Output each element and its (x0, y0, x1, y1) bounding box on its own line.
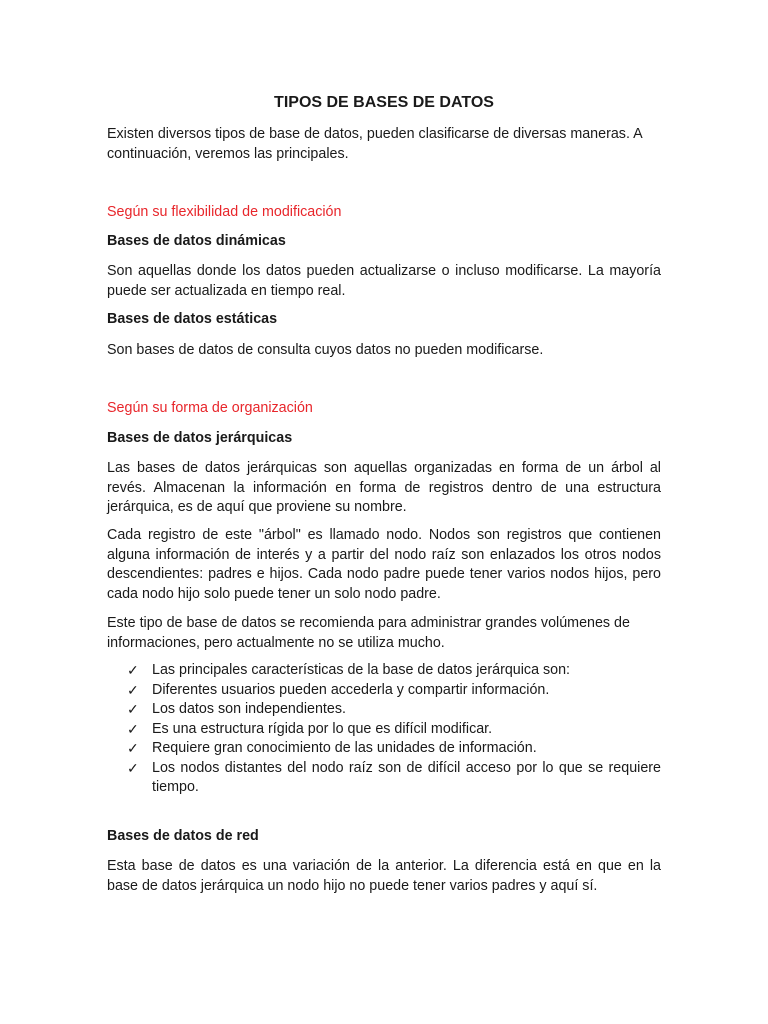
check-icon: ✓ (127, 759, 139, 776)
list-item (127, 759, 661, 798)
list-item-text: Es una estructura rígida por lo que es difícil modificar. (152, 720, 493, 737)
check-icon: ✓ (127, 720, 139, 737)
paragraph-jerarquicas-2: Cada registro de este "árbol" es llamado nodo. Nodos son registros que contienen alguna información de interés y a partir del nodo raíz son enlazados los otros nodos descendientes: padres e hijos. Cada nodo padre puede tener varios nodos hijos, pero cada nodo hijo solo puede tener un solo nodo padre. (107, 527, 661, 602)
list-item-text: Diferentes usuarios pueden accederla y compartir información. (152, 681, 550, 698)
list-item (127, 700, 661, 720)
subheading-red: Bases de datos de red (107, 828, 259, 844)
list-item (127, 661, 661, 681)
check-icon: ✓ (127, 681, 139, 698)
list-item-text: Los nodos distantes del nodo raíz son de difícil acceso por lo que se requiere tiempo. (152, 759, 661, 795)
characteristics-checklist (127, 661, 661, 798)
check-icon: ✓ (127, 701, 139, 717)
paragraph-jerarquicas-1: Las bases de datos jerárquicas son aquellas organizadas en forma de un árbol al revés. Almacenan la información en forma de registros dentro de una estructura jerárquica, es de aquí que proviene su nombre. (107, 460, 661, 515)
paragraph-dinamicas: Son aquellas donde los datos pueden actualizarse o incluso modificarse. La mayoría puede ser actualizada en tiempo real. (107, 263, 661, 299)
list-item (127, 739, 661, 759)
list-item (127, 720, 661, 740)
list-item (127, 681, 661, 701)
check-icon: ✓ (127, 740, 139, 756)
list-item-text: Requiere gran conocimiento de las unidades de información. (152, 740, 537, 756)
section-heading-flexibilidad: Según su flexibilidad de modificación (107, 204, 342, 220)
check-icon: ✓ (127, 662, 139, 678)
intro-paragraph: Existen diversos tipos de base de datos, pueden clasificarse de diversas maneras. A continuación, veremos las principales. (107, 126, 642, 162)
paragraph-jerarquicas-3: Este tipo de base de datos se recomienda para administrar grandes volúmenes de informaciones, pero actualmente no se utiliza mucho. (107, 615, 630, 651)
section-heading-organizacion: Según su forma de organización (107, 400, 313, 416)
paragraph-red: Esta base de datos es una variación de la anterior. La diferencia está en que en la base de datos jerárquica un nodo hijo no puede tener varios padres y aquí sí. (107, 858, 661, 894)
subheading-jerarquicas: Bases de datos jerárquicas (107, 430, 293, 446)
document-title: TIPOS DE BASES DE DATOS (274, 94, 494, 111)
list-item-text: Los datos son independientes. (152, 701, 346, 717)
paragraph-estaticas: Son bases de datos de consulta cuyos datos no pueden modificarse. (107, 342, 544, 358)
subheading-estaticas: Bases de datos estáticas (107, 311, 278, 327)
list-item-text: Las principales características de la base de datos jerárquica son: (152, 662, 571, 678)
subheading-dinamicas: Bases de datos dinámicas (107, 233, 286, 249)
